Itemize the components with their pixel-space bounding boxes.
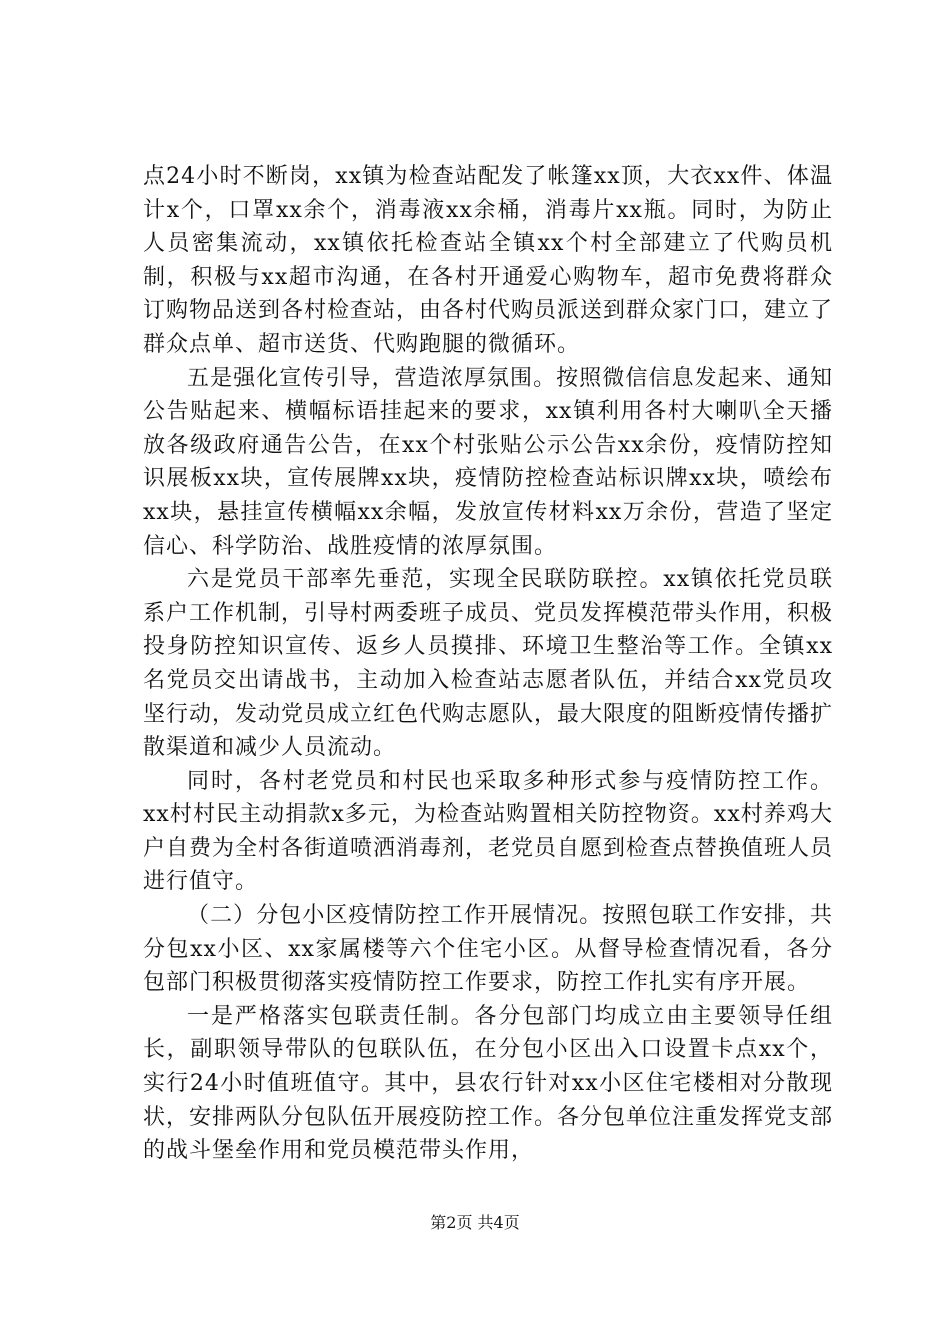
paragraph-2: 五是强化宣传引导，营造浓厚氛围。按照微信信息发起来、通知公告贴起来、横幅标语挂起来的要求，xx镇利用各村大喇叭全天播放各级政府通告公告，在xx个村张贴公示公告xx余份，疫情防控知识展板xx块，宣传展牌xx块，疫情防控检查站标识牌xx块，喷绘布xx块，悬挂宣传横幅xx余幅，发放宣传材料xx万余份，营造了坚定信心、科学防治、战胜疫情的浓厚氛围。 (143, 365, 833, 559)
paragraph-3: 六是党员干部率先垂范，实现全民联防联控。xx镇依托党员联系户工作机制，引导村两委班子成员、党员发挥模范带头作用，积极投身防控知识宣传、返乡人员摸排、环境卫生整治等工作。全镇xx名党员交出请战书，主动加入检查站志愿者队伍，并结合xx党员攻坚行动，发动党员成立红色代购志愿队，最大限度的阻断疫情传播扩散渠道和减少人员流动。 (143, 567, 834, 761)
paragraph-4: 同时，各村老党员和村民也采取多种形式参与疫情防控工作。xx村村民主动捐款x多元，为检查站购置相关防控物资。xx村养鸡大户自费为全村各街道喷洒消毒剂，老党员自愿到检查点替换值班人员进行值守。 (143, 768, 834, 895)
document-body (143, 160, 833, 1168)
paragraph-5: （二）分包小区疫情防控工作开展情况。按照包联工作安排，共分包xx小区、xx家属楼等六个住宅小区。从督导检查情况看，各分包部门积极贯彻落实疫情防控工作要求，防控工作扎实有序开展。 (143, 903, 833, 996)
paragraph-6: 一是严格落实包联责任制。各分包部门均成立由主要领导任组长，副职领导带队的包联队伍，在分包小区出入口设置卡点xx个，实行24小时值班值守。其中，县农行针对xx小区住宅楼相对分散现状，安排两队分包队伍开展疫防控工作。各分包单位注重发挥党支部的战斗堡垒作用和党员模范带头作用， (143, 1003, 834, 1164)
paragraph-1: 点24小时不断岗，xx镇为检查站配发了帐篷xx顶，大衣xx件、体温计x个，口罩xx余个，消毒液xx余桶，消毒片xx瓶。同时，为防止人员密集流动，xx镇依托检查站全镇xx个村全部建立了代购员机制，积极与xx超市沟通，在各村开通爱心购物车，超市免费将群众订购物品送到各村检查站，由各村代购员派送到群众家门口，建立了群众点单、超市送货、代购跑腿的微循环。 (143, 164, 834, 357)
page-number-footer: 第2页 共4页 (430, 1213, 520, 1232)
